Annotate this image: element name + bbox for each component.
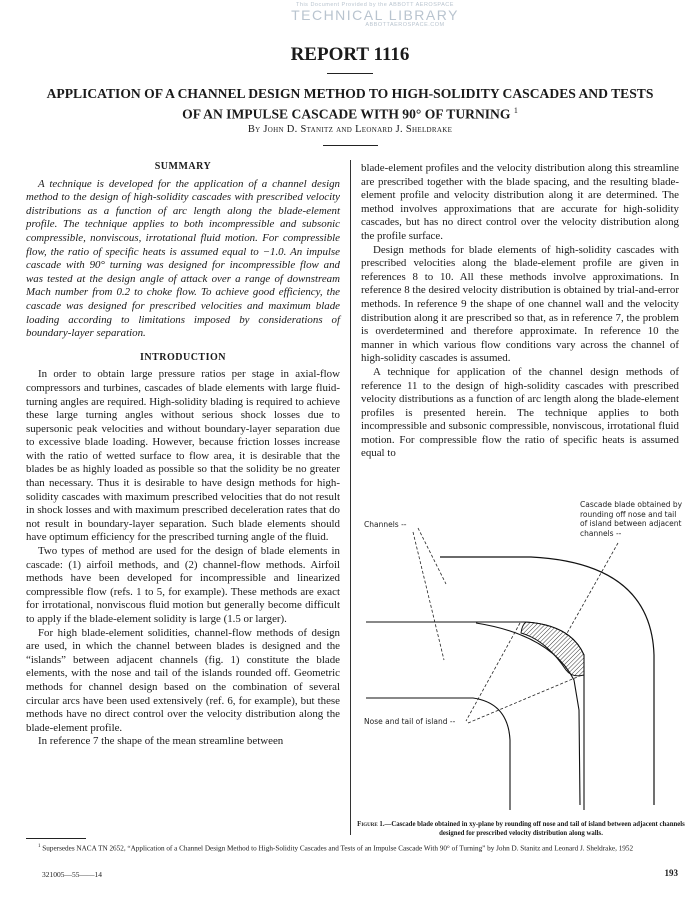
paper-title	[20, 85, 680, 123]
intro-paragraph-1: In order to obtain large pressure ratios per stage in axial-flow compressors and turbines, cascades of blade elements with large fluid-turning angles are required. High-solidity blading is required to achieve these large turning angles without serious shock losses due to supersonic peak velocities and without boundary-layer separation due to excessive blade loading. However, because friction losses increase with the ratio of wetted surface to flow area, it is desirable that the blades be as highly loaded as possible so that the solidity be no greater than necessary. Thus it is desirable to have design methods for high-solidity cascades with maximum prescribed velocities that do not result in shock losses and with maximum prescribed deceleration rates that do not result in boundary-layer separation. Such blade elements should have optimum efficiency for the prescribed turning angle of the fluid.	[26, 368, 340, 544]
footnote	[26, 842, 676, 854]
label-cascade-blade-line-4: channels --	[580, 528, 622, 538]
label-cascade-blade-line-4-text: channels	[580, 528, 614, 538]
byline: By John D. Stanitz and Leonard J. Sheldrake	[247, 124, 453, 135]
right-paragraph-2: Design methods for blade elements of high-solidity cascades with prescribed velocities along the blade-element profile are given in references 8 to 10. All these methods involve approximations. In reference 8 the desired velocity distribution is obtained by trial-and-error methods. In reference 9 the shape of one channel wall and the velocity distribution along it are prescribed so that, as in reference 7, the problem is overdetermined and therefore approximate. In reference 10 the manner in which various flow conditions vary across the channel of high-solidity cascades is assumed.	[361, 243, 679, 365]
caption-figure-number: Figure 1.	[357, 821, 385, 828]
watermark-main: TECHNICAL LIBRARY	[291, 7, 459, 23]
label-channels-text: Channels	[364, 520, 399, 529]
label-cascade-blade-line-2: rounding off nose and tail	[580, 509, 677, 519]
column-divider	[350, 160, 351, 835]
report-number: REPORT 1116	[290, 44, 410, 65]
byline-rule	[323, 145, 378, 146]
right-paragraph-1: blade-element profiles and the velocity distribution along this streamline are prescribed together with the blade spacing, and the resulting blade-element profile and velocity distribution along it are determined. The method involves approximations that are accurate for high-solidity cascades, but has no direct control over the velocity distribution along the profile surface.	[361, 162, 679, 242]
footnote-text: Supersedes NACA TN 2652, “Application of a Channel Design Method to High-Solidity Cascades and Tests of an Impulse Cascade With 90° of Turning” by John D. Stanitz and Leonard J. Sheldrake, 1952	[42, 844, 634, 853]
summary-text: A technique is developed for the application of a channel design method to the design of high-solidity cascades with prescribed velocity distributions as a function of arc length along the blade-element profile. The technique applies to both incompressible and subsonic compressible, nonviscous, irrotational fluid motion. For compressible flow, the ratio of specific heats is assumed equal to −1.0. An impulse cascade with 90° turning was designed for incompressible flow and was tested at the design angle of attack over a range of downstream Mach number from 0.2 to choke flow. To achieve good efficiency, the cascade was designed for prescribed velocities and maximum blade loading according to limitations imposed by considerations of boundary-layer separation.	[26, 177, 340, 340]
watermark	[245, 2, 505, 28]
figure-caption	[356, 820, 686, 838]
left-column	[26, 160, 340, 749]
footnote-rule	[26, 838, 86, 839]
title-rule	[327, 73, 373, 74]
label-nose-tail: Nose and tail of island --	[364, 717, 456, 726]
cascade-diagram	[356, 495, 686, 815]
caption-text: —Cascade blade obtained in xy-plane by rounding off nose and tail of island between adjacent channels designed for prescribed velocity distribution along walls.	[384, 821, 685, 837]
right-column	[361, 162, 679, 461]
intro-paragraph-2: Two types of method are used for the design of blade elements in cascade: (1) airfoil methods, and (2) channel-flow methods. Airfoil methods have been developed for incompressible and linearized compressible flow (refs. 1 to 5, for example). These methods are exact for irrotational, nonviscous fluid motion but generally become difficult to apply if the blade-element solidity is large (1.5 or larger).	[26, 545, 340, 625]
label-channels: Channels --	[364, 520, 407, 529]
summary-heading: SUMMARY	[154, 161, 212, 172]
intro-paragraph-3: For high blade-element solidities, channel-flow methods of design are used, in which the channel between blades is designed and the “islands” between adjacent channels (fig. 1) constitute the blade elements, with the nose and tail of the islands rounded off. Geometric methods for channel design based on the combination of several circular arcs have been used extensively (ref. 6, for example), but these methods have no direct control over the velocity distribution along the blade-element profile.	[26, 626, 340, 734]
intro-paragraph-4: In reference 7 the shape of the mean streamline between	[38, 735, 284, 748]
title-line-2-text: OF AN IMPULSE CASCADE WITH 90° OF TURNING	[182, 106, 511, 122]
title-line-1: APPLICATION OF A CHANNEL DESIGN METHOD TO HIGH-SOLIDITY CASCADES AND TESTS	[46, 86, 654, 101]
label-cascade-blade	[580, 500, 682, 538]
watermark-url: ABBOTTAEROSPACE.COM	[365, 22, 445, 28]
watermark-top: This Document Provided by the ABBOTT AEROSPACE	[296, 2, 454, 8]
label-cascade-blade-line-3: of island between adjacent	[580, 519, 682, 528]
page-number: 193	[664, 868, 678, 878]
right-paragraph-3: A technique for application of the channel design methods of reference 11 to the design of high-solidity cascades with prescribed velocity distributions as a function of arc length along the blade-element profiles is presented herein. The technique applies to both incompressible and subsonic compressible, nonviscous, irrotational fluid motion. For compressible flow the ratio of specific heats is assumed equal to	[361, 365, 679, 460]
figure-1	[356, 495, 686, 815]
footnote-body	[26, 842, 676, 854]
title-line-2	[20, 102, 680, 123]
title-footnote-mark: 1	[513, 106, 518, 115]
introduction-heading: INTRODUCTION	[139, 351, 226, 363]
print-code: 321005—55——14	[42, 870, 102, 879]
footnote-mark: 1	[38, 844, 41, 849]
label-cascade-blade-line-1: Cascade blade obtained by	[580, 500, 683, 509]
label-nose-tail-text: Nose and tail of island	[364, 717, 448, 726]
